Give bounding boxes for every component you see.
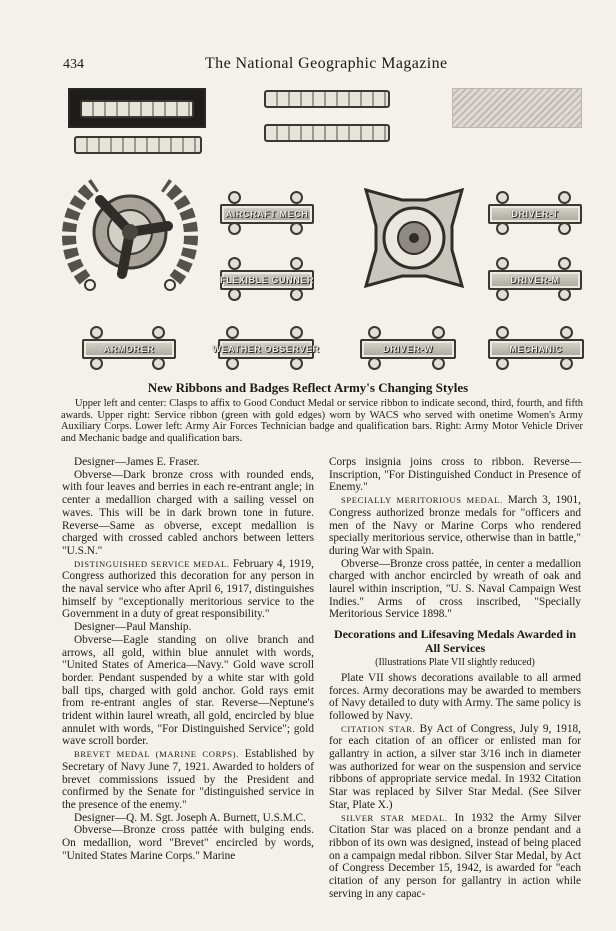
qualification-bar-driver-w: DRIVER-W: [360, 339, 456, 359]
paragraph: Designer—James E. Fraser.: [74, 456, 200, 468]
paragraph: Obverse—Eagle standing on olive branch and arrows, all gold, within blue annulet with words, "United States of America—Navy." Gold wave scroll border. Pendant suspended by a white star with gold ball tips, charged with gold anchor. Gold rays emit from re-entrant angles of star. Reverse—Neptune's trident within laurel wreath, all gold, encircled by blue annulet with words, "For Distinguished Service"; gold wave scroll border.: [62, 633, 314, 748]
magazine-title: The National Geographic Magazine: [205, 55, 448, 72]
paragraph: Obverse—Bronze cross pattée with bulging ends. On medallion, word "Brevet" encircled by words, "United States Marine Corps." Marine: [62, 824, 314, 862]
service-ribbon: [452, 88, 582, 128]
paragraph: Corps insignia joins cross to ribbon. Reverse—Inscription, "For Distinguished Conduct in Presence of Enemy.": [329, 456, 581, 494]
left-column: [62, 456, 314, 863]
paragraph: CITATION STAR. By Act of Congress, July 9, 1918, for each citation of an officer or enlisted man for gallantry in action, a silver star 3/16 inch in diameter was authorized for wear on the suspension and service ribbons of appropriate service medal. In 1932 Citation Star was replaced by Silver Star Medal. (See Silver Star, Plate X.): [329, 722, 581, 811]
qualification-bar-mechanic: MECHANIC: [488, 339, 584, 359]
section-heading: Decorations and Lifesaving Medals Awarded in All Services: [333, 627, 577, 656]
entry-heading: BREVET MEDAL (MARINE CORPS).: [74, 749, 239, 760]
paragraph: Designer—Paul Manship.: [74, 621, 192, 634]
entry-heading: SILVER STAR MEDAL.: [341, 812, 448, 823]
paragraph: Obverse—Dark bronze cross with rounded ends, with four leaves and berries in each re-entrant angle; in center a medallion charged with a sailing vessel on waves. This will be in dark brown tone in future. Reverse—Same as obverse, except medallion is charged with crossed cabled anchors between letters "U.S.N.": [62, 468, 314, 557]
entry-heading: DISTINGUISHED SERVICE MEDAL.: [74, 558, 230, 569]
clasp-bar-1: [74, 136, 202, 154]
section-note: (Illustrations Plate VII slightly reduced): [375, 657, 535, 669]
figure-caption: Upper left and center: Clasps to affix to Good Conduct Medal or service ribbon to indicate second, third, fourth, and fifth awards. Upper right: Service ribbon (green with gold edges) worn by WACS who served with onetime Women's Army Auxiliary Corps. Lower left: Army Air Forces Technician badge and qualification bars. Right: Army Motor Vehicle Driver and Mechanic badge and qualification bars.: [61, 398, 583, 444]
qualification-bar-armorer: ARMORER: [82, 339, 176, 359]
paragraph: SILVER STAR MEDAL. In 1932 the Army Silver Citation Star was placed on a bronze pendant and a ribbon of its own was designed, instead of being placed on a campaign medal ribbon. Silver Star Medal, by Act of Congress December 15, 1942, is awarded for "each citation of any person for gallantry in action while serving in any capac-: [329, 811, 581, 900]
paragraph: Plate VII shows decorations available to all armed forces. Army decorations may be awarded to members of Navy detailed to duty with Army. The same policy is followed by Navy.: [329, 671, 581, 722]
entry-heading: CITATION STAR.: [341, 723, 416, 734]
qualification-bar-aircraft-mech: AIRCRAFT MECH: [220, 204, 314, 224]
paragraph: Designer—Q. M. Sgt. Joseph A. Burnett, U.S.M.C.: [74, 811, 306, 824]
qualification-bar-flexible-gunner: FLEXIBLE GUNNER: [220, 270, 314, 290]
paragraph: DISTINGUISHED SERVICE MEDAL. February 4, 1919, Congress authorized this decoration for any person in the naval service who after April 6, 1917, distinguishes himself by "exceptionally meritorious service to the Government in a duty of great responsibility.": [62, 557, 314, 621]
qualification-bar-driver-t: DRIVER-T: [488, 204, 582, 224]
paragraph: BREVET MEDAL (MARINE CORPS). Established by Secretary of Navy June 7, 1921. Awarded to holders of brevet commissions issued by the President and confirmed by the Senate for "distinguished service in the presence of the enemy.": [62, 748, 314, 811]
entry-heading: SPECIALLY MERITORIOUS MEDAL.: [341, 495, 503, 506]
paragraph: Obverse—Bronze cross pattée, in center a medallion charged with anchor encircled by wreath of oak and laurel within inscription, "U. S. Naval Campaign West Indies." Arms of cross inscribed, "Specially Meritorious Service 1898.": [329, 557, 581, 621]
figure-caption-title: New Ribbons and Badges Reflect Army's Changing Styles: [147, 380, 469, 395]
driver-mechanic-badge-icon: [362, 186, 466, 290]
right-column: [329, 456, 581, 901]
page-number: 434: [63, 57, 84, 72]
clasp-bar-3: [264, 124, 390, 142]
paragraph: SPECIALLY MERITORIOUS MEDAL. March 3, 1901, Congress authorized bronze medals for "officers and men of the Navy or Marine Corps who rendered specially meritorious service, otherwise than in battle," during War with Spain.: [329, 494, 581, 557]
clasp-dark-ribbon: [68, 88, 206, 128]
qualification-bar-weather-observer: WEATHER OBSERVER: [218, 339, 314, 359]
qualification-bar-driver-m: DRIVER-M: [488, 270, 582, 290]
technician-badge-icon: [60, 170, 200, 305]
clasp-bar-2: [264, 90, 390, 108]
badges-illustration: [60, 82, 582, 374]
